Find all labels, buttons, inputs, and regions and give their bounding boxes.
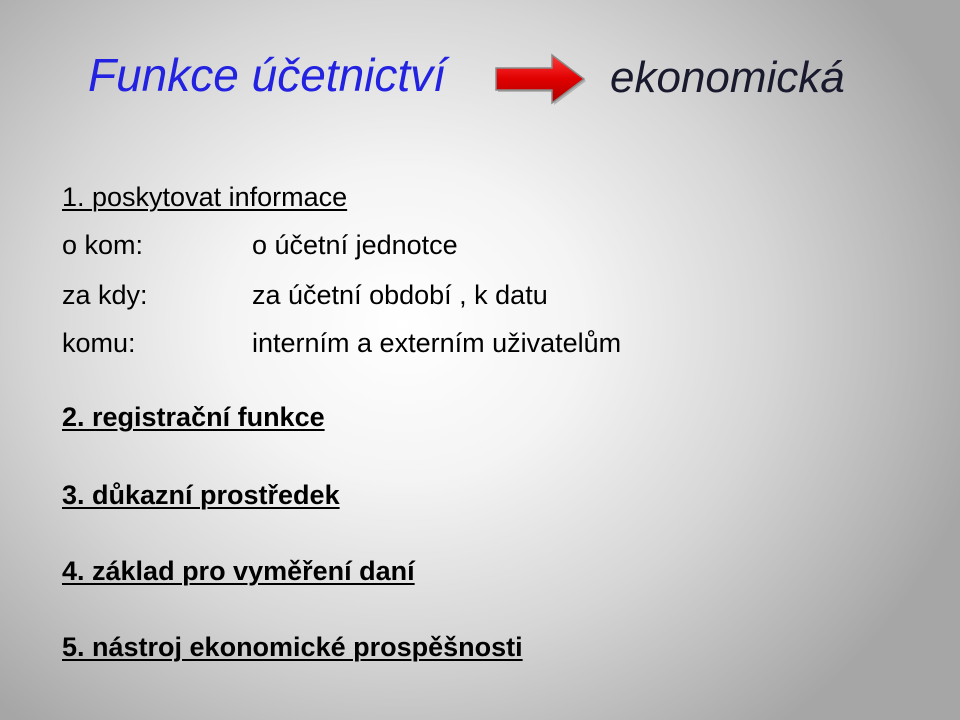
right-arrow-icon [494,52,586,106]
item-3: 3. důkazní prostředek [62,480,340,510]
info-row-value: za účetní období , k datu [252,280,548,310]
info-row-label: za kdy: [62,280,148,310]
item-5: 5. nástroj ekonomické prospěšnosti [62,632,523,662]
info-row-value: o účetní jednotce [252,230,458,260]
item-2: 2. registrační funkce [62,402,325,432]
title-ekonomicka: ekonomická [610,53,845,102]
item-4: 4. základ pro vyměření daní [62,556,415,586]
info-row-o-kom [62,232,922,264]
info-row-value: interním a externím uživatelům [252,328,622,358]
slide-title: Funkce účetnictví [88,49,446,101]
item-1-heading: 1. poskytovat informace [62,182,348,212]
info-row-komu [62,330,922,362]
info-row-za-kdy [62,282,922,314]
info-row-label: komu: [62,328,136,358]
info-row-label: o kom: [62,230,144,260]
